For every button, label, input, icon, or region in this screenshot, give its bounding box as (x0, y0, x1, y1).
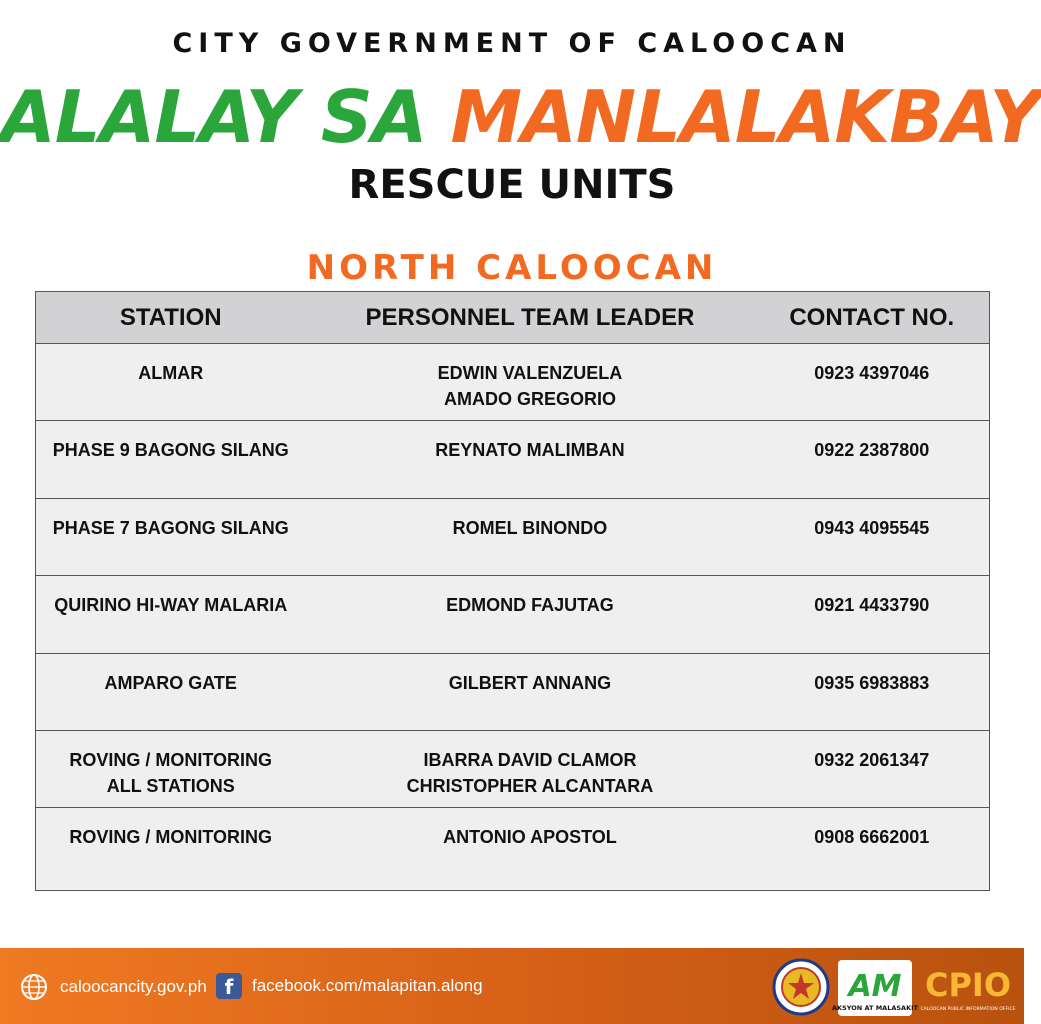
table-row (36, 808, 989, 885)
facebook-text: facebook.com/malapitan.along (252, 976, 483, 995)
table-body (36, 344, 989, 886)
brand-part-2: MANLALAKBAY (450, 75, 1041, 159)
website-text: caloocancity.gov.ph (60, 977, 207, 996)
contact-cell: 0943 4095545 (814, 517, 930, 538)
aksyon-at-malasakit-logo (832, 960, 918, 1016)
column-header-leader: PERSONNEL TEAM LEADER (365, 303, 695, 331)
leader-cell: REYNATO MALIMBAN (435, 440, 625, 461)
contact-cell: 0923 4397046 (814, 363, 930, 383)
facebook-link[interactable] (216, 973, 483, 999)
city-government-title: CITY GOVERNMENT OF CALOOCAN (172, 28, 852, 59)
region-heading: NORTH CALOOCAN (306, 248, 718, 288)
am-logo-caption: AKSYON AT MALASAKIT (832, 1004, 918, 1012)
facebook-icon: f (216, 973, 242, 999)
cpio-logo-caption: CALOOCAN PUBLIC INFORMATION OFFICE (920, 1007, 1016, 1012)
leader-cell: GILBERT ANNANG (448, 672, 612, 693)
leader-cell: EDWIN VALENZUELA AMADO GREGORIO (437, 363, 623, 409)
website-link[interactable] (20, 973, 207, 1001)
station-cell: PHASE 7 BAGONG SILANG (52, 517, 289, 538)
campaign-logo-title (0, 72, 1041, 162)
table-row (36, 576, 989, 653)
table-row (36, 499, 989, 576)
table-row (36, 421, 989, 498)
city-seal-logo (772, 958, 830, 1016)
cpio-logo (922, 958, 1014, 1016)
table-row (36, 344, 989, 421)
leader-cell: ROMEL BINONDO (452, 517, 608, 538)
contact-cell: 0935 6983883 (814, 672, 930, 693)
table-row (36, 654, 989, 731)
station-cell: ROVING / MONITORING (69, 827, 273, 848)
contact-cell: 0922 2387800 (814, 440, 930, 461)
contact-cell: 0921 4433790 (814, 595, 930, 616)
page-subtitle: RESCUE UNITS (348, 162, 676, 208)
brand-part-1: ALALAY SA (0, 75, 427, 159)
station-cell: ROVING / MONITORING ALL STATIONS (69, 749, 273, 796)
contact-cell: 0932 2061347 (814, 749, 930, 770)
leader-cell: EDMOND FAJUTAG (446, 595, 614, 616)
am-logo-text: AM (848, 969, 902, 1004)
contact-cell: 0908 6662001 (814, 827, 930, 848)
station-cell: PHASE 9 BAGONG SILANG (52, 440, 289, 461)
rescue-units-table (35, 291, 990, 891)
footer-bar (0, 948, 1024, 1024)
station-cell: ALMAR (138, 363, 204, 383)
table-header-row (36, 292, 989, 344)
cpio-logo-text: CPIO (924, 966, 1012, 1004)
column-header-contact: CONTACT NO. (789, 303, 955, 331)
globe-icon (20, 973, 48, 1001)
station-cell: AMPARO GATE (104, 672, 237, 693)
leader-cell: IBARRA DAVID CLAMOR CHRISTOPHER ALCANTARA (406, 749, 654, 796)
station-cell: QUIRINO HI-WAY MALARIA (54, 595, 288, 616)
column-header-station: STATION (119, 303, 222, 331)
table-row (36, 731, 989, 808)
leader-cell: ANTONIO APOSTOL (443, 827, 617, 848)
